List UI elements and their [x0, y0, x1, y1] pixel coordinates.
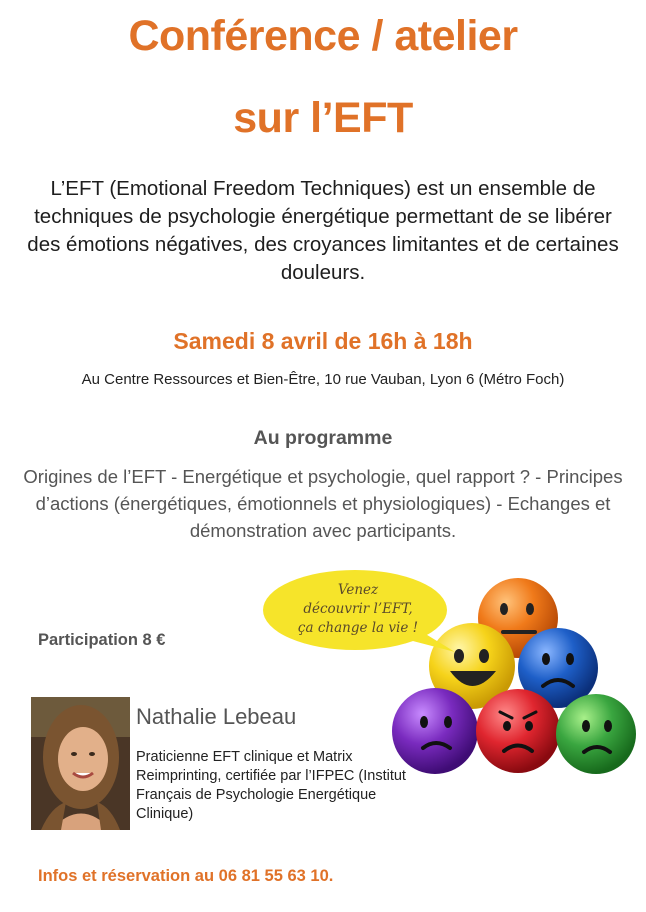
presenter-photo — [31, 697, 130, 830]
page-title-line2: sur l’EFT — [233, 94, 413, 142]
program-heading: Au programme — [253, 427, 393, 449]
green-sad-ball — [556, 694, 636, 774]
bubble-line-1: Venez — [337, 582, 379, 598]
intro-paragraph: L’EFT (Emotional Freedom Techniques) est un ensemble de techniques de psychologie énergétique permettant de se libérer des émotions négatives, des croyances limitantes et de certaines douleurs. — [27, 177, 619, 284]
bubble-line-3: ça change la vie ! — [297, 620, 419, 636]
program-text: Origines de l’EFT - Energétique et psychologie, quel rapport ? - Principes d’actions (énergétiques, émotionnels et physiologiques) - Echanges et démonstration avec participants. — [23, 466, 623, 541]
bubble-line-2: découvrir l’EFT, — [303, 601, 413, 617]
speech-bubble-text — [258, 581, 458, 638]
event-address: Au Centre Ressources et Bien-Être, 10 rue Vauban, Lyon 6 (Métro Foch) — [81, 371, 565, 388]
red-angry-ball — [476, 689, 560, 773]
contact-info: Infos et réservation au 06 81 55 63 10. — [38, 867, 334, 885]
event-date: Samedi 8 avril de 16h à 18h — [173, 328, 473, 354]
presenter-name: Nathalie Lebeau — [136, 704, 297, 729]
page-title-line1: Conférence / atelier — [128, 12, 518, 60]
participation-price: Participation 8 € — [38, 631, 166, 649]
presenter-bio: Praticienne EFT clinique et Matrix Reimprinting, certifiée par l’IFPEC (Institut Français de Psychologie Energétique Clinique) — [136, 749, 406, 822]
